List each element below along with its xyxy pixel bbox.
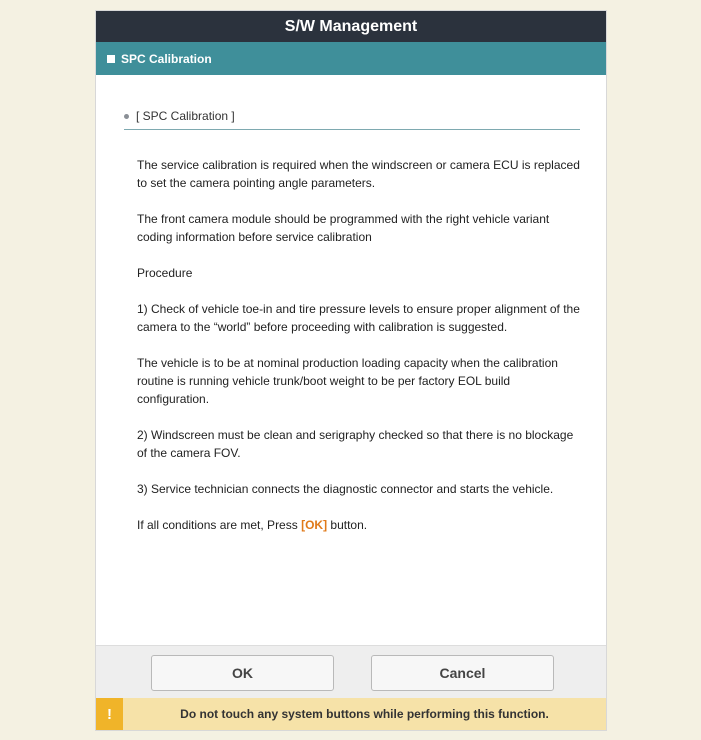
paragraph-step-2: 2) Windscreen must be clean and serigraphy checked so that there is no blockage of the camera FOV. xyxy=(137,428,574,460)
warning-icon: ! xyxy=(96,698,123,730)
paragraph-calibration-required: The service calibration is required when the windscreen or camera ECU is replaced to set the camera pointing angle parameters. xyxy=(137,158,580,190)
bullet-dot-icon xyxy=(124,114,129,119)
section-label: SPC Calibration xyxy=(121,51,212,66)
final-suffix: button. xyxy=(327,518,368,532)
square-bullet-icon xyxy=(107,55,115,63)
paragraph-step-3: 3) Service technician connects the diagnostic connector and starts the vehicle. xyxy=(137,482,554,496)
sw-management-dialog xyxy=(95,10,607,731)
ok-button[interactable]: OK xyxy=(151,655,334,691)
sub-heading-label: [ SPC Calibration ] xyxy=(136,109,235,123)
final-prefix: If all conditions are met, Press xyxy=(137,518,302,532)
ok-highlight: [OK] xyxy=(301,518,328,532)
paragraph-loading-capacity: The vehicle is to be at nominal production loading capacity when the calibration routine is running vehicle trunk/boot weight to be per factory EOL build configuration. xyxy=(137,356,558,406)
section-header xyxy=(96,42,606,75)
warning-text: Do not touch any system buttons while performing this function. xyxy=(180,707,549,721)
paragraph-variant-coding: The front camera module should be programmed with the right vehicle variant coding information before service calibration xyxy=(137,212,550,244)
paragraph-final-instruction xyxy=(137,516,585,534)
sub-heading xyxy=(124,109,580,130)
paragraph-procedure-heading: Procedure xyxy=(137,266,193,280)
content-area xyxy=(96,75,606,645)
button-area xyxy=(96,645,606,698)
cancel-button[interactable]: Cancel xyxy=(371,655,554,691)
warning-bar xyxy=(96,698,606,730)
dialog-title: S/W Management xyxy=(96,11,606,42)
instruction-text xyxy=(137,156,585,552)
paragraph-step-1: 1) Check of vehicle toe-in and tire pressure levels to ensure proper alignment of the camera to the “world” before proceeding with calibration is suggested. xyxy=(137,302,580,334)
